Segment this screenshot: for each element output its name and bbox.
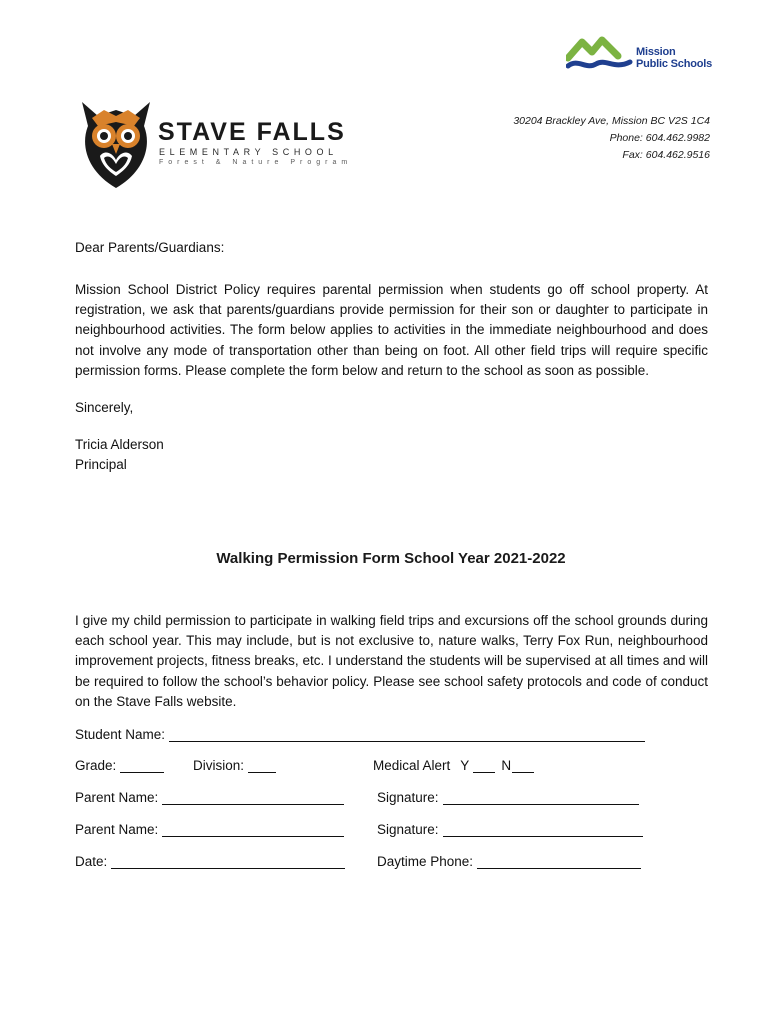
address-block <box>513 113 710 164</box>
school-logo <box>72 96 353 192</box>
daytime-phone-label: Daytime Phone: <box>377 854 474 869</box>
signature-2-line[interactable] <box>443 822 643 837</box>
grade-field <box>75 758 164 773</box>
medical-alert-field <box>373 758 540 773</box>
consent-text: I give my child permission to participate in walking field trips and excursions off the school grounds during each school year. This may include, but is not exclusive to, nature walks, Terry Fox Run, neighbourhood improvement projects, fitness breaks, etc. I understand the students will be supervised at all times and will be required to follow the school’s behavior policy. Please see school safety protocols and code of conduct on the Stave Falls website. <box>75 613 708 709</box>
school-program: Forest & Nature Program <box>159 159 353 166</box>
date-line[interactable] <box>111 854 345 869</box>
letter-body: Mission School District Policy requires parental permission when students go off school property. At registration, we ask that parents/guardians provide permission for their son or daughter to participate in neighbourhood activities. The form below applies to activities in the immediate neighbourhood and does not involve any mode of transportation other than being on foot. All other field trips will require specific permission forms. Please complete the form below and return to the school as soon as possible. <box>75 282 708 378</box>
grade-line[interactable] <box>120 758 164 773</box>
medical-no-line[interactable] <box>512 758 534 773</box>
address-fax: Fax: 604.462.9516 <box>622 149 710 161</box>
owl-icon <box>76 96 156 192</box>
date-label: Date: <box>75 854 108 869</box>
medical-alert-label: Medical Alert <box>373 758 451 773</box>
signature-2-label: Signature: <box>377 822 439 837</box>
student-name-field <box>75 727 645 742</box>
student-name-label: Student Name: <box>75 727 166 742</box>
district-logo-line2: Public Schools <box>636 58 713 70</box>
letter-greeting: Dear Parents/Guardians: <box>75 240 225 255</box>
daytime-phone-line[interactable] <box>477 854 641 869</box>
parent-name-2-label: Parent Name: <box>75 822 159 837</box>
division-line[interactable] <box>248 758 276 773</box>
daytime-phone-field <box>377 854 641 869</box>
letter-closing: Sincerely, <box>75 400 134 415</box>
district-logo-line1: Mission <box>636 46 676 58</box>
signature-1-label: Signature: <box>377 790 439 805</box>
parent-name-1-field <box>75 790 344 805</box>
address-phone: Phone: 604.462.9982 <box>609 132 710 144</box>
form-title: Walking Permission Form School Year 2021-2022 <box>216 550 566 567</box>
medical-yes-line[interactable] <box>473 758 495 773</box>
school-subtitle: ELEMENTARY SCHOOL <box>159 147 338 157</box>
mission-mountain-icon <box>566 36 634 76</box>
division-field <box>193 758 276 773</box>
parent-name-1-line[interactable] <box>162 790 344 805</box>
division-label: Division: <box>193 758 245 773</box>
signature-1-line[interactable] <box>443 790 639 805</box>
district-logo <box>566 36 716 76</box>
address-street: 30204 Brackley Ave, Mission BC V2S 1C4 <box>513 115 710 127</box>
grade-label: Grade: <box>75 758 117 773</box>
student-name-line[interactable] <box>169 727 645 742</box>
signer-title: Principal <box>75 457 127 472</box>
signer-name: Tricia Alderson <box>75 437 164 452</box>
signature-2-field <box>377 822 643 837</box>
signature-1-field <box>377 790 639 805</box>
parent-name-2-line[interactable] <box>162 822 344 837</box>
medical-yes-label: Y <box>460 758 470 773</box>
medical-no-label: N <box>501 758 512 773</box>
parent-name-2-field <box>75 822 344 837</box>
date-field <box>75 854 345 869</box>
parent-name-1-label: Parent Name: <box>75 790 159 805</box>
school-name: STAVE FALLS <box>158 118 346 146</box>
